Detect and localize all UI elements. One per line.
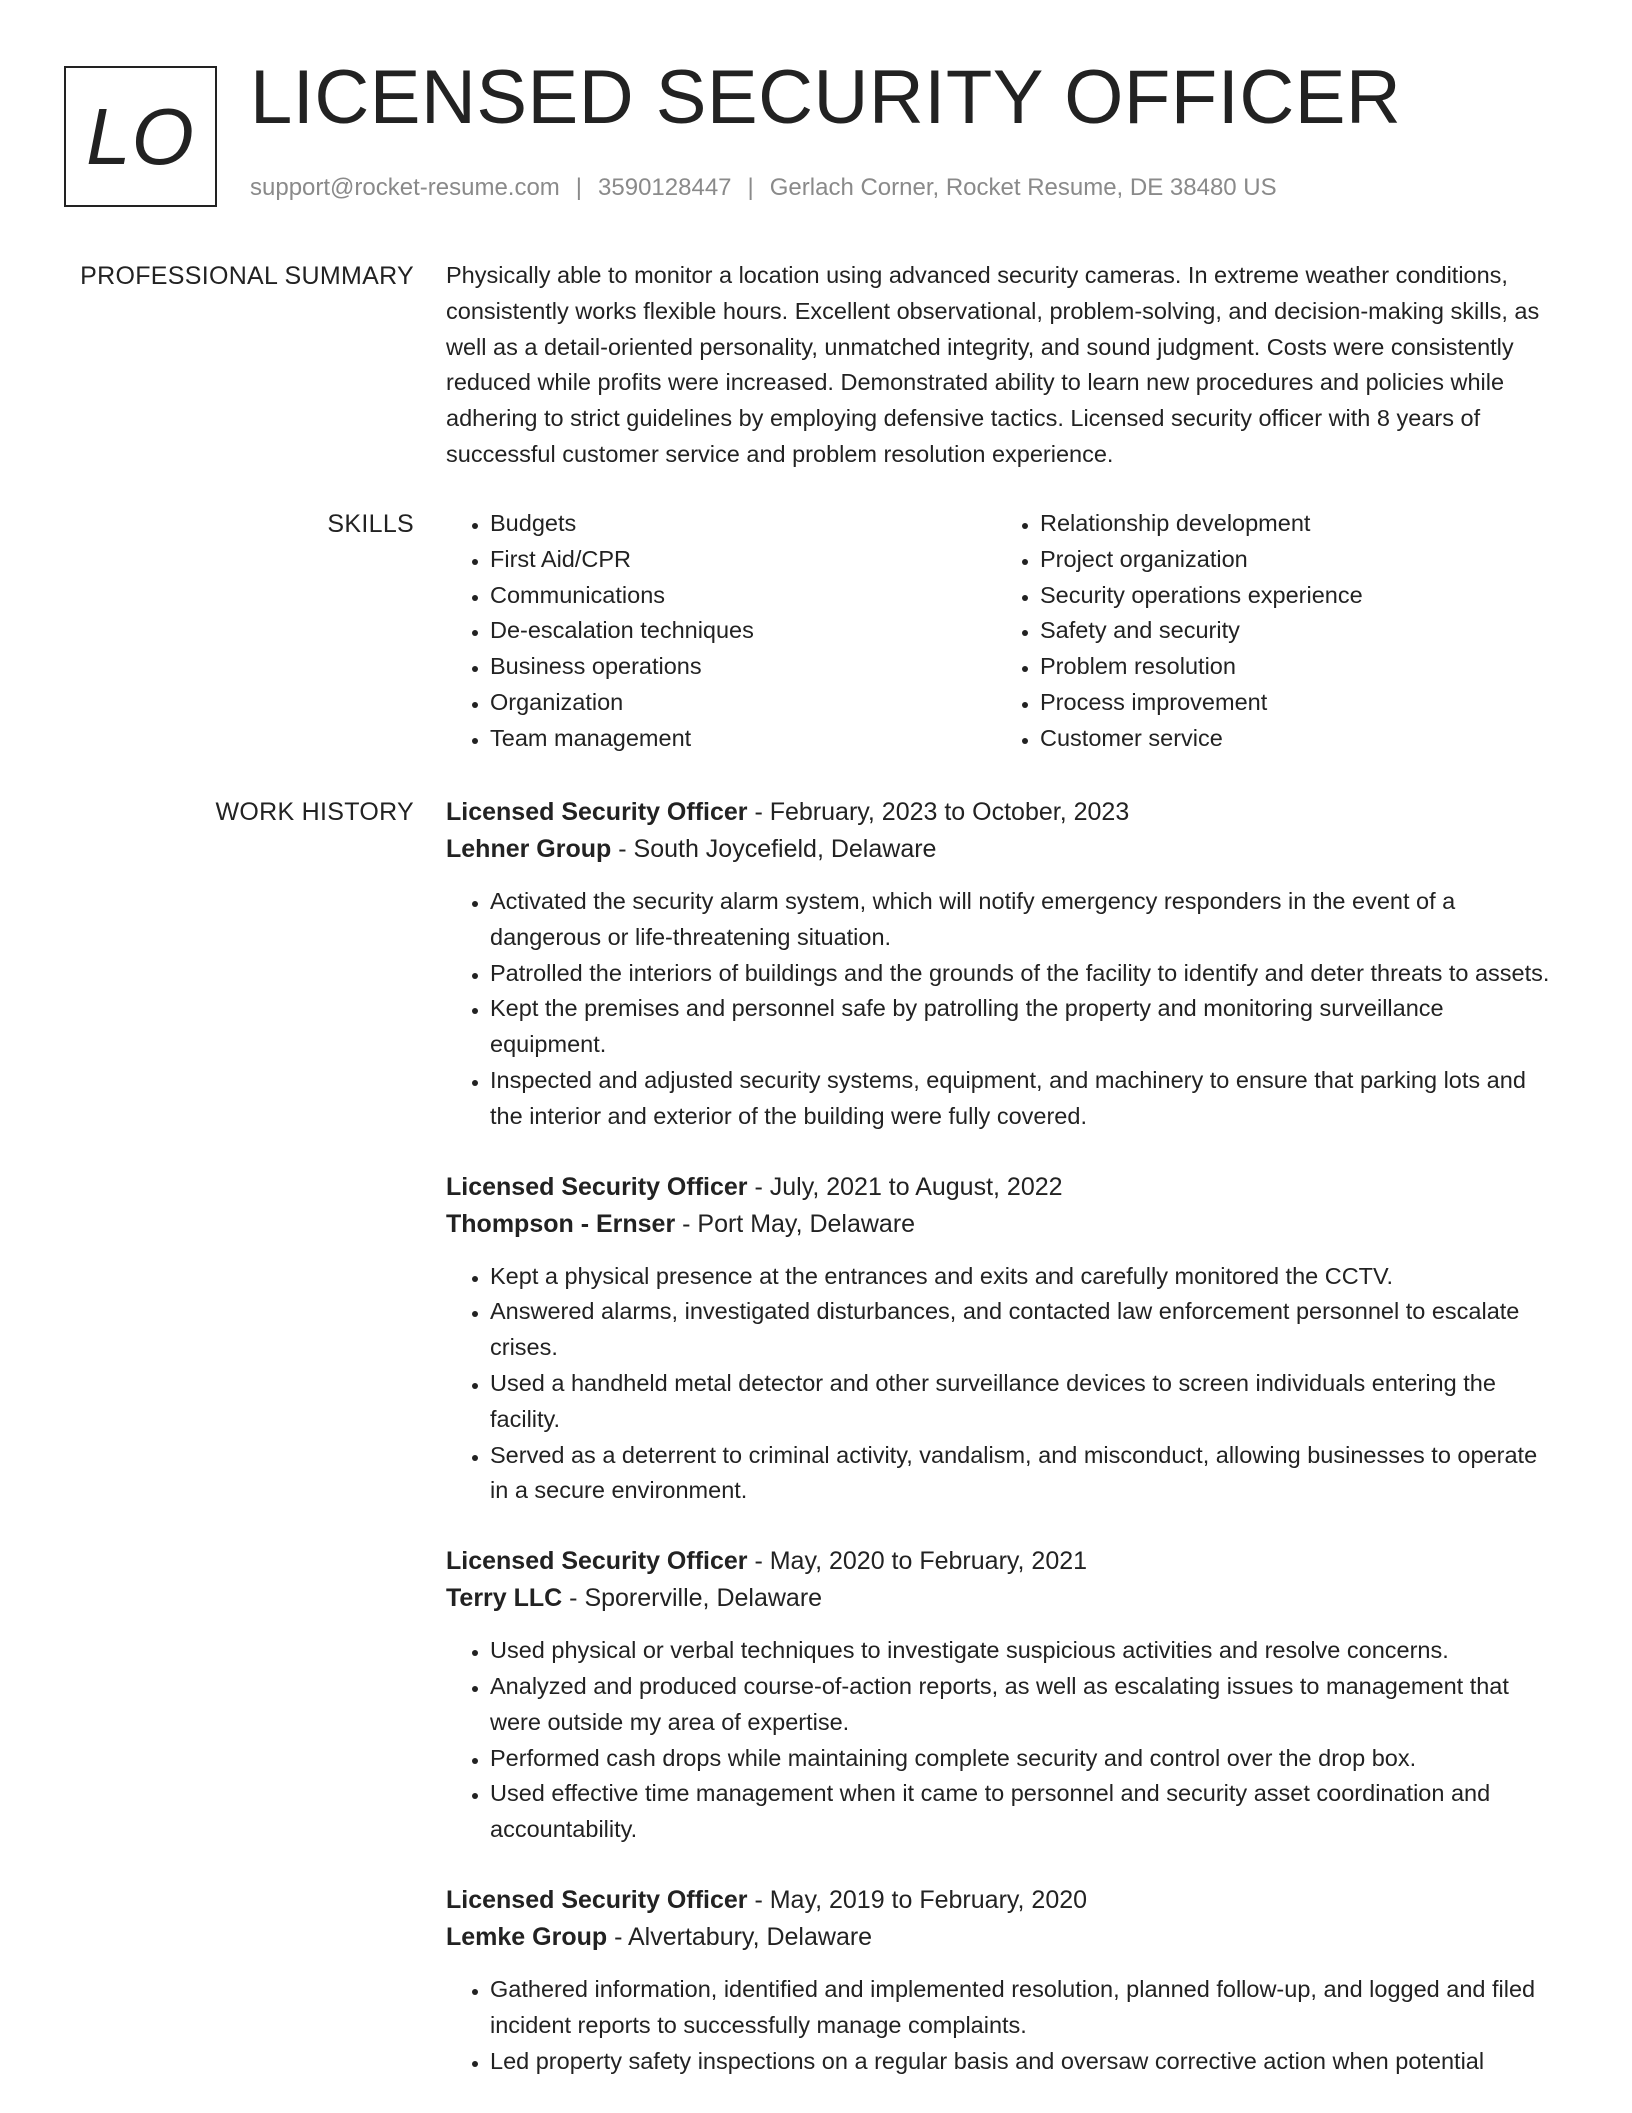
job-title: Licensed Security Officer [446,798,748,826]
job-bullet: • Used effective time management when it came to personnel and security asset coordination and accountability. [490,1776,1556,1848]
job-title-line [446,1882,1556,1919]
resume-name: LICENSED SECURITY OFFICER [250,55,1402,140]
contact-line [250,174,1277,202]
job-company-line [446,831,1556,868]
skill-item: • Communications [490,578,996,614]
job-bullet: • Kept a physical presence at the entrances and exits and carefully monitored the CCTV. [490,1259,1556,1295]
job-company: Thompson - Ernser [446,1209,676,1238]
job-entry [446,1543,1556,1848]
job-title-line [446,794,1556,831]
skill-item: • Budgets [490,506,996,542]
job-location: - Alvertabury, Delaware [607,1922,873,1951]
job-bullets [446,1259,1556,1510]
job-dates: - May, 2019 to February, 2020 [747,1885,1088,1914]
job-bullet: • Served as a deterrent to criminal activity, vandalism, and misconduct, allowing businesses to operate in a secure environment. [490,1438,1556,1510]
skill-item: • De-escalation techniques [490,613,996,649]
job-dates: - February, 2023 to October, 2023 [747,798,1130,826]
job-location: - Sporerville, Delaware [562,1584,823,1613]
skills-list-right [996,506,1556,757]
skill-item: • Safety and security [1040,613,1556,649]
skill-item: • Business operations [490,649,996,685]
job-dates: - May, 2020 to February, 2021 [747,1547,1088,1576]
job-bullet: • Analyzed and produced course-of-action reports, as well as escalating issues to management that were outside my area of expertise. [490,1669,1556,1741]
jobs-list [446,794,1556,2113]
job-bullet: • Patrolled the interiors of buildings and the grounds of the facility to identify and deter threats to assets. [490,956,1556,992]
summary-body [446,258,1556,473]
job-title-line [446,1169,1556,1206]
skill-item: • Problem resolution [1040,649,1556,685]
job-company: Lehner Group [446,835,612,863]
skill-item: • Team management [490,721,996,757]
job-bullet: • Led property safety inspections on a regular basis and oversaw corrective action when potential [490,2044,1556,2080]
job-bullet: • Kept the premises and personnel safe by patrolling the property and monitoring surveillance equipment. [490,991,1556,1063]
job-location: - Port May, Delaware [675,1209,916,1238]
job-bullets [446,884,1556,1135]
job-bullet: • Answered alarms, investigated disturbances, and contacted law enforcement personnel to escalate crises. [490,1294,1556,1366]
monogram-box [64,66,217,207]
job-bullet: • Gathered information, identified and implemented resolution, planned follow-up, and logged and filed incident reports to successfully manage complaints. [490,1972,1556,2044]
job-bullet: • Inspected and adjusted security systems, equipment, and machinery to ensure that parking lots and the interior and exterior of the building were fully covered. [490,1063,1556,1135]
skills-heading: SKILLS [327,510,414,538]
skill-item: • Customer service [1040,721,1556,757]
job-company-line [446,1580,1556,1617]
job-title: Licensed Security Officer [446,1885,748,1914]
summary-text: Physically able to monitor a location using advanced security cameras. In extreme weather conditions, consistently works flexible hours. Excellent observational, problem-solving, and decision-making skills, as well as a detail-oriented personality, unmatched integrity, and sound judgment. Costs were consistently reduced while profits were increased. Demonstrated ability to learn new procedures and policies while adhering to strict guidelines by employing defensive tactics. Licensed security officer with 8 years of successful customer service and problem resolution experience. [446,262,1540,467]
job-company: Lemke Group [446,1922,608,1951]
job-company: Terry LLC [446,1584,563,1613]
skill-item: • First Aid/CPR [490,542,996,578]
skills-list-left [446,506,996,757]
contact-separator: | [747,174,754,201]
skills-grid [446,506,1556,757]
job-location: - South Joycefield, Delaware [611,835,937,863]
skill-item: • Relationship development [1040,506,1556,542]
work-history-heading: WORK HISTORY [215,798,414,826]
contact-separator: | [575,174,583,201]
job-company-line [446,1206,1556,1243]
job-bullet: • Performed cash drops while maintaining complete security and control over the drop box. [490,1741,1556,1777]
job-bullets [446,1972,1556,2079]
job-entry [446,1882,1556,2079]
skill-item: • Project organization [1040,542,1556,578]
job-title: Licensed Security Officer [446,1547,748,1576]
skill-item: • Organization [490,685,996,721]
job-bullets [446,1633,1556,1848]
contact-phone: 3590128447 [598,174,732,201]
job-bullet: • Used physical or verbal techniques to investigate suspicious activities and resolve concerns. [490,1633,1556,1669]
job-entry [446,1169,1556,1510]
job-bullet: • Activated the security alarm system, which will notify emergency responders in the event of a dangerous or life-threatening situation. [490,884,1556,956]
monogram-initials: LO [86,91,195,181]
summary-heading: PROFESSIONAL SUMMARY [80,262,414,290]
skill-item: • Process improvement [1040,685,1556,721]
job-title: Licensed Security Officer [446,1172,748,1201]
contact-email: support@rocket-resume.com [250,174,560,201]
job-company-line [446,1919,1556,1956]
job-bullet: • Used a handheld metal detector and other surveillance devices to screen individuals entering the facility. [490,1366,1556,1438]
job-title-line [446,1543,1556,1580]
job-entry [446,794,1556,1135]
job-dates: - July, 2021 to August, 2022 [747,1172,1063,1201]
contact-address: Gerlach Corner, Rocket Resume, DE 38480 US [769,174,1277,201]
skill-item: • Security operations experience [1040,578,1556,614]
